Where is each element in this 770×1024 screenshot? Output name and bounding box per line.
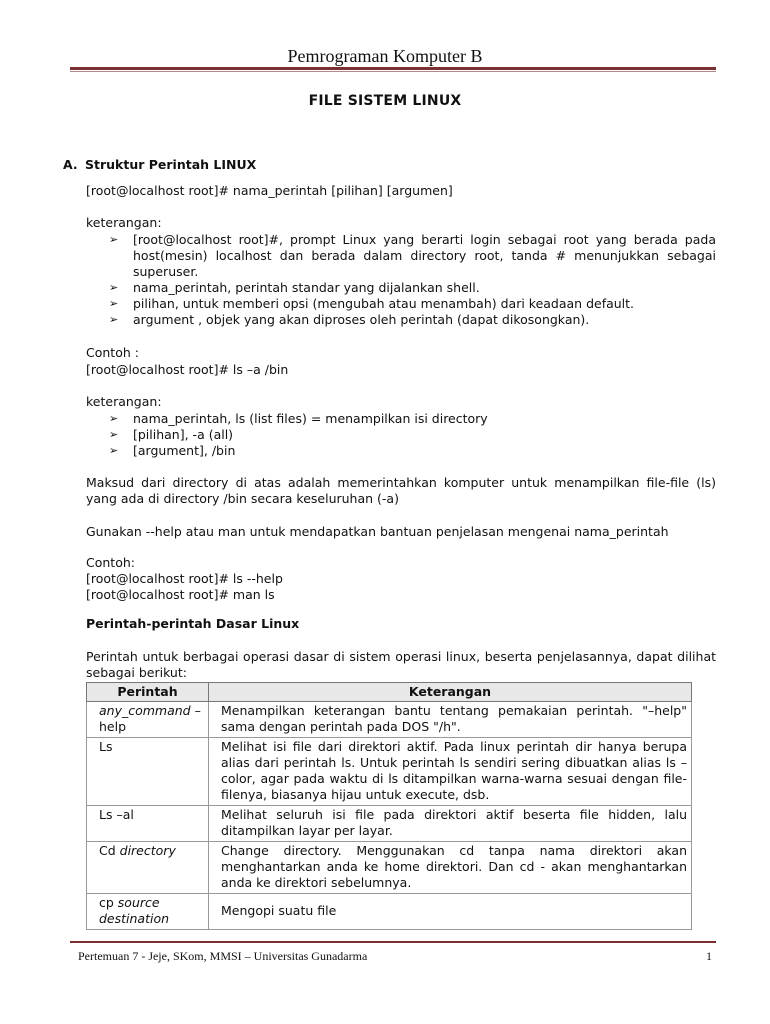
command-cell: Cd directory xyxy=(87,842,209,894)
description-cell: Melihat isi file dari direktori aktif. Pada linux perintah dir hanya berupa alias dari perintah ls. Untuk perintah ls sendiri sering dibuatkan alias ls –color, agar pada waktu di ls ditampilkan warna-warna sesuai dengan file-filenya, biasanya hijau untuk execute, dsb. xyxy=(209,738,692,806)
intro-paragraph: Perintah untuk berbagai operasi dasar di sistem operasi linux, beserta penjelasannya, dapat dilihat sebagai berikut: xyxy=(86,649,716,680)
table-row xyxy=(87,702,692,738)
section-number: A. xyxy=(63,157,78,172)
subsection-title: Perintah-perintah Dasar Linux xyxy=(86,616,300,631)
list-item: ➢ argument , objek yang akan diproses oleh perintah (dapat dikosongkan). xyxy=(109,312,590,327)
section-heading xyxy=(63,157,256,172)
keterangan-list xyxy=(86,411,716,459)
contoh-command: [root@localhost root]# man ls xyxy=(86,587,275,602)
arrow-bullet-icon: ➢ xyxy=(109,444,119,457)
list-item: ➢ nama_perintah, ls (list files) = menampilkan isi directory xyxy=(109,411,488,426)
arrow-bullet-icon: ➢ xyxy=(109,428,119,441)
page-header-title: Pemrograman Komputer B xyxy=(287,46,483,66)
column-header-perintah: Perintah xyxy=(87,683,209,702)
header-rule xyxy=(70,67,716,70)
description-cell: Change directory. Menggunakan cd tanpa nama direktori akan menghantarkan anda ke home direktori. Dan cd - akan menghantarkan anda ke direktori sebelumnya. xyxy=(209,842,692,894)
footer-text: Pertemuan 7 - Jeje, SKom, MMSI – Universitas Gunadarma xyxy=(78,949,368,963)
arrow-bullet-icon: ➢ xyxy=(109,233,119,246)
syntax-line: [root@localhost root]# nama_perintah [pilihan] [argumen] xyxy=(86,183,453,198)
contoh-label: Contoh: xyxy=(86,555,135,570)
description-cell: Melihat seluruh isi file pada direktori aktif beserta file hidden, lalu ditampilkan layar per layar. xyxy=(209,806,692,842)
arrow-bullet-icon: ➢ xyxy=(109,313,119,326)
footer-rule xyxy=(70,941,716,943)
contoh-label: Contoh : xyxy=(86,345,139,360)
document-title: FILE SISTEM LINUX xyxy=(308,93,462,109)
arrow-bullet-icon: ➢ xyxy=(109,281,119,294)
command-cell: Ls –al xyxy=(87,806,209,842)
column-header-keterangan: Keterangan xyxy=(209,683,692,702)
gunakan-paragraph: Gunakan --help atau man untuk mendapatkan bantuan penjelasan mengenai nama_perintah xyxy=(86,524,669,539)
arrow-bullet-icon: ➢ xyxy=(109,412,119,425)
table-row xyxy=(87,842,692,894)
header-rule-thin xyxy=(70,71,716,72)
list-item: ➢ [root@localhost root]#, prompt Linux yang berarti login sebagai root yang berada pada host(mesin) localhost dan berada dalam directory root, tanda # menunjukkan sebagai superuser. xyxy=(109,232,716,279)
table-row xyxy=(87,806,692,842)
table-header-row xyxy=(87,683,692,702)
arrow-bullet-icon: ➢ xyxy=(109,297,119,310)
contoh-command: [root@localhost root]# ls –a /bin xyxy=(86,362,289,377)
list-item: ➢ nama_perintah, perintah standar yang dijalankan shell. xyxy=(109,280,480,295)
keterangan-label: keterangan: xyxy=(86,394,162,409)
description-cell: Mengopi suatu file xyxy=(209,894,692,930)
keterangan-list xyxy=(86,232,716,328)
keterangan-label: keterangan: xyxy=(86,215,162,230)
list-item: ➢ [argument], /bin xyxy=(109,443,236,458)
list-item: ➢ pilihan, untuk memberi opsi (mengubah atau menambah) dari keadaan default. xyxy=(109,296,635,311)
table-row xyxy=(87,738,692,806)
command-cell: cp source destination xyxy=(87,894,209,930)
command-cell: Ls xyxy=(87,738,209,806)
commands-table xyxy=(86,682,692,930)
page-number: 1 xyxy=(706,949,712,963)
command-cell: any_command – help xyxy=(87,702,209,738)
table-row xyxy=(87,894,692,930)
section-title: Struktur Perintah LINUX xyxy=(85,157,257,172)
list-item: ➢ [pilihan], -a (all) xyxy=(109,427,234,442)
maksud-paragraph: Maksud dari directory di atas adalah memerintahkan komputer untuk menampilkan file-file (ls) yang ada di directory /bin secara keseluruhan (-a) xyxy=(86,475,716,506)
contoh-command: [root@localhost root]# ls --help xyxy=(86,571,283,586)
description-cell: Menampilkan keterangan bantu tentang pemakaian perintah. "–help" sama dengan perintah pada DOS "/h". xyxy=(209,702,692,738)
